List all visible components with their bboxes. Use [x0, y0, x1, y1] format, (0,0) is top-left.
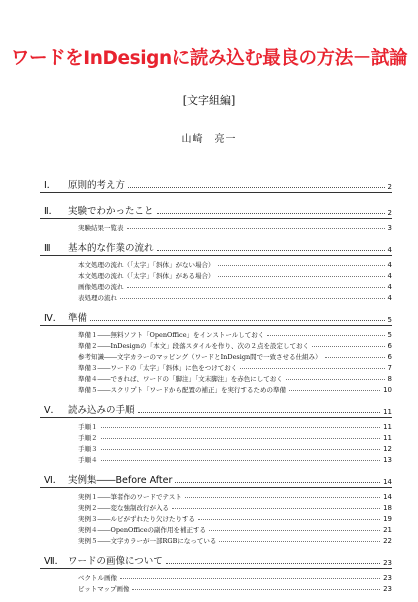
toc-chapter-number: Ⅶ． [44, 556, 65, 567]
toc-chapter-rule [40, 417, 392, 418]
toc-page-number: 4 [387, 294, 392, 302]
toc-chapter-title [40, 310, 87, 324]
toc-page-number: 4 [387, 246, 392, 254]
toc-chapter-label: 実例集――Before After [68, 475, 173, 486]
toc-chapter-rule [40, 192, 392, 193]
toc-item-label: 準備２――InDesignの「本文」段落スタイルを作り、次の２点を設定しておく [78, 342, 309, 350]
toc-item[interactable] [40, 512, 392, 523]
toc-item-label: 実験結果一覧表 [78, 224, 124, 232]
toc-leader-dots [286, 379, 385, 380]
toc-chapter [40, 178, 392, 201]
toc-page-number: 11 [383, 434, 392, 442]
toc-chapter-heading[interactable] [40, 473, 392, 486]
toc-item-label: 実例１――筆者作のワードでテスト [78, 493, 182, 501]
toc-item[interactable] [40, 582, 392, 593]
toc-chapter [40, 204, 392, 238]
document-title: ワードをInDesignに読み込む最良の方法－試論 [10, 48, 408, 69]
toc-leader-dots [289, 390, 380, 391]
toc-item-label: 手順４ [78, 456, 98, 464]
toc-page-number: 12 [383, 445, 392, 453]
toc-chapter-title [40, 402, 135, 416]
toc-leader-dots [175, 482, 380, 483]
toc-item[interactable] [40, 431, 392, 442]
toc-item[interactable] [40, 328, 392, 339]
toc-item-label: 実例２――変な強制改行が入る [78, 504, 169, 512]
toc-page-number: 22 [383, 537, 392, 545]
toc-item[interactable] [40, 501, 392, 512]
toc-item[interactable] [40, 361, 392, 372]
toc-spacer [40, 302, 392, 308]
toc-page-number: 23 [383, 574, 392, 582]
toc-leader-dots [209, 530, 380, 531]
toc-leader-dots [267, 335, 384, 336]
toc-page-number: 6 [387, 342, 392, 350]
toc-page-number: 5 [387, 331, 392, 339]
toc-chapter-title [40, 240, 154, 254]
toc-chapter-label: 基本的な作業の流れ [68, 243, 154, 254]
toc-chapter-title [40, 177, 125, 191]
toc-chapter-label: ワードの画像について [68, 556, 163, 567]
toc-chapter-label: 準備 [68, 313, 88, 324]
toc-leader-dots [128, 187, 385, 188]
toc-chapter-number: Ⅲ [44, 243, 51, 254]
toc-item-label: ベクトル画像 [78, 574, 117, 582]
toc-chapter [40, 554, 392, 599]
toc-item-label: 手順３ [78, 445, 98, 453]
toc-leader-dots [312, 346, 385, 347]
toc-leader-dots [166, 563, 380, 564]
toc-page-number: 4 [387, 272, 392, 280]
toc-chapter-heading[interactable] [40, 178, 392, 191]
toc-leader-dots [325, 357, 385, 358]
toc-item[interactable] [40, 280, 392, 291]
toc-chapter [40, 241, 392, 308]
toc-spacer [40, 464, 392, 470]
toc-page-number: 14 [383, 493, 392, 501]
toc-chapter-number: Ⅳ． [44, 313, 63, 324]
toc-page-number: 8 [387, 375, 392, 383]
toc-page-number: 3 [387, 224, 392, 232]
toc-leader-dots [120, 298, 385, 299]
toc-page-number: 7 [387, 364, 392, 372]
toc-chapter-number: Ⅵ． [44, 475, 63, 486]
toc-item-label: 準備５――スクリプト「ワードから配置の補正」を実行するための準備 [78, 386, 286, 394]
toc-leader-dots [101, 438, 381, 439]
toc-item[interactable] [40, 534, 392, 545]
toc-item[interactable] [40, 291, 392, 302]
toc-page-number: 4 [387, 283, 392, 291]
toc-leader-dots [127, 228, 385, 229]
toc-item-label: 表処理の流れ [78, 294, 117, 302]
toc-spacer [40, 232, 392, 238]
toc-chapter-label: 読み込みの手順 [68, 405, 135, 416]
toc-page-number: 4 [387, 261, 392, 269]
toc-leader-dots [132, 589, 380, 590]
toc-chapter-rule [40, 255, 392, 256]
toc-item-label: 準備３――ワードの「太字」「斜体」に色をつけておく [78, 364, 238, 372]
document-subtitle: [文字組編] [182, 94, 236, 107]
toc-leader-dots [138, 412, 381, 413]
toc-page-number: 21 [383, 526, 392, 534]
toc-item[interactable] [40, 221, 392, 232]
toc-item[interactable] [40, 269, 392, 280]
toc-leader-dots [101, 460, 381, 461]
toc-page-number: 18 [383, 504, 392, 512]
toc-chapter-label: 原則的考え方 [68, 180, 126, 191]
toc-chapter-rule [40, 568, 392, 569]
toc-item-label: 手順２ [78, 434, 98, 442]
toc-item-label: 画像処理の流れ [78, 283, 124, 291]
author-name: 山崎 亮一 [181, 134, 237, 145]
toc-item-label: 手順１ [78, 423, 98, 431]
toc-leader-dots [157, 250, 385, 251]
toc-page-number: 6 [387, 353, 392, 361]
toc-item[interactable] [40, 523, 392, 534]
toc-page-number: 23 [383, 559, 392, 567]
toc-chapter [40, 311, 392, 400]
toc-chapter-title [40, 553, 163, 567]
toc-leader-dots [120, 578, 380, 579]
toc-page-number: 10 [383, 386, 392, 394]
toc-spacer [40, 545, 392, 551]
toc-page-number: 11 [383, 408, 392, 416]
toc-chapter [40, 403, 392, 470]
toc-item-label: 実例５――文字カラーが一部RGBになっている [78, 537, 217, 545]
toc-spacer [40, 394, 392, 400]
toc-page-number: 13 [383, 456, 392, 464]
toc-page-number: 19 [383, 515, 392, 523]
toc-leader-dots [101, 427, 381, 428]
toc-item-label: 実例４――OpenOfficeの副作用を補正する [78, 526, 207, 534]
toc-leader-dots [127, 287, 385, 288]
toc-spacer [40, 593, 392, 599]
toc-page-number: 11 [383, 423, 392, 431]
toc-item-label: 準備４――できれば、ワードの「脚注」「文末脚注」を赤色にしておく [78, 375, 283, 383]
toc-chapter-rule [40, 218, 392, 219]
toc-item-label: ビットマップ画像 [78, 585, 130, 593]
toc-item-label: 本文処理の流れ（「太字」「斜体」がある場合） [78, 272, 215, 280]
toc-leader-dots [172, 508, 380, 509]
toc-chapter-heading[interactable] [40, 204, 392, 217]
toc-leader-dots [218, 265, 385, 266]
toc-spacer [40, 195, 392, 201]
toc-item[interactable] [40, 350, 392, 361]
toc-leader-dots [219, 541, 380, 542]
toc-item-label: 本文処理の流れ（「太字」「斜体」がない場合） [78, 261, 215, 269]
toc-page-number: 23 [383, 585, 392, 593]
table-of-contents [40, 178, 392, 602]
toc-item-label: 実例３――ルビがずれたり欠けたりする [78, 515, 195, 523]
toc-chapter-heading[interactable] [40, 311, 392, 324]
toc-page-number: 5 [387, 316, 392, 324]
toc-item[interactable] [40, 258, 392, 269]
toc-item-label: 準備１――無料ソフト「OpenOffice」をインストールしておく [78, 331, 265, 339]
toc-leader-dots [101, 449, 381, 450]
toc-item[interactable] [40, 490, 392, 501]
toc-chapter-title [40, 472, 172, 486]
toc-item-label: 参考知識――文字カラーのマッピング（ワードとInDesign間で一致させる仕組み） [78, 353, 322, 361]
toc-chapter-heading[interactable] [40, 554, 392, 567]
toc-item[interactable] [40, 420, 392, 431]
toc-leader-dots [218, 276, 385, 277]
toc-leader-dots [90, 320, 385, 321]
toc-leader-dots [185, 497, 380, 498]
toc-item[interactable] [40, 383, 392, 394]
toc-page-number: 14 [383, 478, 392, 486]
toc-leader-dots [157, 213, 385, 214]
toc-leader-dots [198, 519, 380, 520]
toc-item[interactable] [40, 571, 392, 582]
toc-chapter-label: 実験でわかったこと [68, 206, 154, 217]
toc-page-number: 2 [387, 183, 392, 191]
toc-chapter-rule [40, 325, 392, 326]
toc-chapter-number: Ⅴ． [44, 405, 60, 416]
toc-item[interactable] [40, 372, 392, 383]
toc-leader-dots [240, 368, 384, 369]
toc-chapter-number: Ⅱ． [44, 206, 59, 217]
toc-chapter-number: Ⅰ． [44, 180, 57, 191]
toc-chapter-title [40, 203, 154, 217]
toc-chapter-heading[interactable] [40, 403, 392, 416]
toc-item[interactable] [40, 442, 392, 453]
toc-chapter-heading[interactable] [40, 241, 392, 254]
toc-item[interactable] [40, 453, 392, 464]
toc-item[interactable] [40, 339, 392, 350]
toc-chapter [40, 473, 392, 551]
toc-page-number: 2 [387, 209, 392, 217]
toc-chapter-rule [40, 487, 392, 488]
